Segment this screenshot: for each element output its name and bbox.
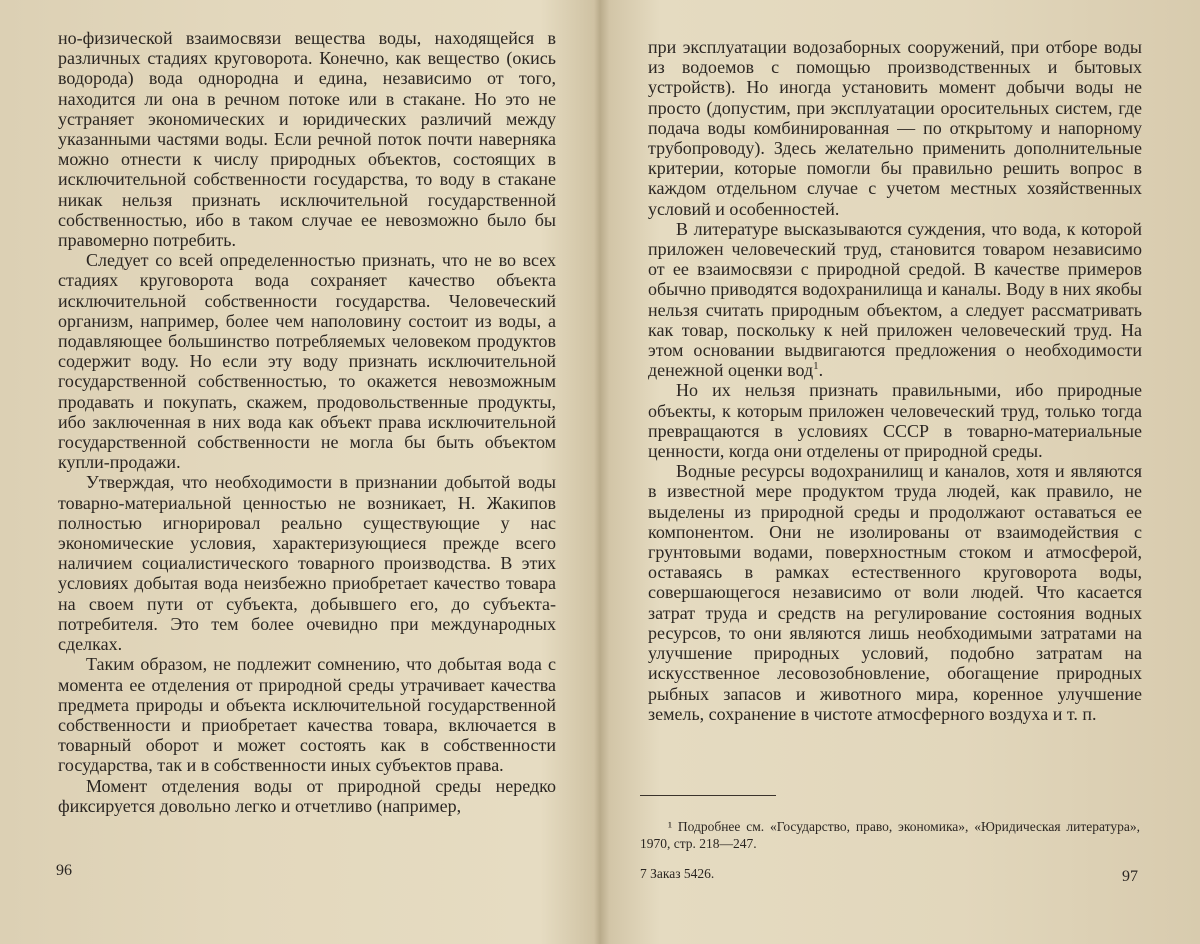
paragraph: но-физической взаимосвязи вещества воды, находящейся в различных стадиях круговорота. Конечно, как вещество (окись водорода) вода однородна и едина, независимо от того, находится ли она в речном потоке или в стакане. Но это не устраняет экономических и юридических различий между указанными частями воды. Если речной поток почти наверняка можно отнести к числу природных объектов, состоящих в исключительной собственности государства, то воду в стакане никак нельзя признать исключительной государственной собственностью, ибо в таком случае ее невозможно было бы правомерно потребить. bbox=[58, 28, 556, 251]
page-number: 97 bbox=[1122, 868, 1138, 885]
right-page bbox=[602, 0, 1200, 944]
page-number: 96 bbox=[56, 862, 72, 879]
left-page bbox=[0, 0, 598, 944]
footnote: ¹ Подробнее см. «Государство, право, экономика», «Юридическая литература», 1970, стр. 218—247. bbox=[640, 819, 1140, 851]
paragraph: Водные ресурсы водохранилищ и каналов, хотя и являются в известной мере продуктом труда людей, как правило, не выделены из природной среды и продолжают оставаться ее компонентом. Они не изолированы от взаимодействия с грунтовыми водами, поверхностным стоком и атмосферой, оставаясь в рамках естественного круговорота воды, совершающегося независимо от воли людей. Что касается затрат труда и средств на регулирование состояния водных ресурсов, то они являются лишь необходимыми затратами на улучшение природных условий, подобно затратам на искусственное лесовозобновление, обогащение природных рыбных запасов и животного мира, коренное улучшение земель, сохранение в чистоте атмосферного воздуха и т. п. bbox=[648, 461, 1142, 724]
footnote-divider bbox=[640, 795, 776, 796]
paragraph: Но их нельзя признать правильными, ибо природные объекты, к которым приложен человеческий труд, только тогда превращаются в условиях СССР в товарно-материальные ценности, когда они отделены от природной среды. bbox=[648, 380, 1142, 462]
paragraph-text: В литературе высказываются суждения, что вода, к которой приложен человеческий труд, становится товаром независимо от ее взаимосвязи с природной средой. В качестве примеров обычно приводятся водохранилища и каналы. Воду в них якобы нельзя считать природным объектом, а следует рассматривать как товар, поскольку к ней приложен человеческий труд. На этом основании выдвигаются предложения о необходимости денежной оценки вод bbox=[648, 218, 1142, 381]
left-page-text bbox=[58, 28, 556, 816]
right-page-text bbox=[648, 37, 1142, 724]
paragraph: Момент отделения воды от природной среды нередко фиксируется довольно легко и отчетливо (например, bbox=[58, 775, 556, 816]
paragraph-end: . bbox=[818, 360, 824, 381]
print-signature: 7 Заказ 5426. bbox=[640, 866, 715, 881]
footnote-marker: 1 bbox=[813, 360, 819, 373]
paragraph: Следует со всей определенностью признать, что не во всех стадиях круговорота вода сохраняет качество объекта исключительной собственности государства. Человеческий организм, например, более чем наполовину состоит из воды, а подавляющее большинство потребляемых человеком продуктов содержит воду. Но если эту воду признать исключительной государственной собственностью, то окажется невозможным продавать и покупать, скажем, продовольственные продукты, ибо заключенная в них вода как объект права исключительной государственной собственности не могла бы быть объектом купли-продажи. bbox=[58, 250, 556, 473]
paragraph: при эксплуатации водозаборных сооружений, при отборе воды из водоемов с помощью производственных и бытовых устройств). Но иногда установить момент добычи воды не просто (допустим, при эксплуатации оросительных систем, где подача воды комбинированная — по открытому и напорному трубопроводу). Здесь желательно применить дополнительные критерии, которые помогли бы правильно решить вопрос в каждом отдельном случае с учетом местных хозяйственных условий и особенностей. bbox=[648, 37, 1142, 219]
paragraph: Утверждая, что необходимости в признании добытой воды товарно-материальной ценностью не возникает, Н. Жакипов полностью игнорировал реально существующие у нас экономические условия, характеризующиеся прежде всего наличием социалистического товарного производства. В этих условиях добытая вода неизбежно приобретает качество товара на своем пути от субъекта, добывшего его, до субъекта-потребителя. Это тем более очевидно при международных сделках. bbox=[58, 472, 556, 655]
paragraph bbox=[648, 219, 1142, 381]
paragraph: Таким образом, не подлежит сомнению, что добытая вода с момента ее отделения от природной среды утрачивает качества предмета природы и объекта исключительной государственной собственности и приобретает качества товара, включается в товарный оборот и может состоять как в собственности государства, так и в собственности иных субъектов права. bbox=[58, 654, 556, 776]
